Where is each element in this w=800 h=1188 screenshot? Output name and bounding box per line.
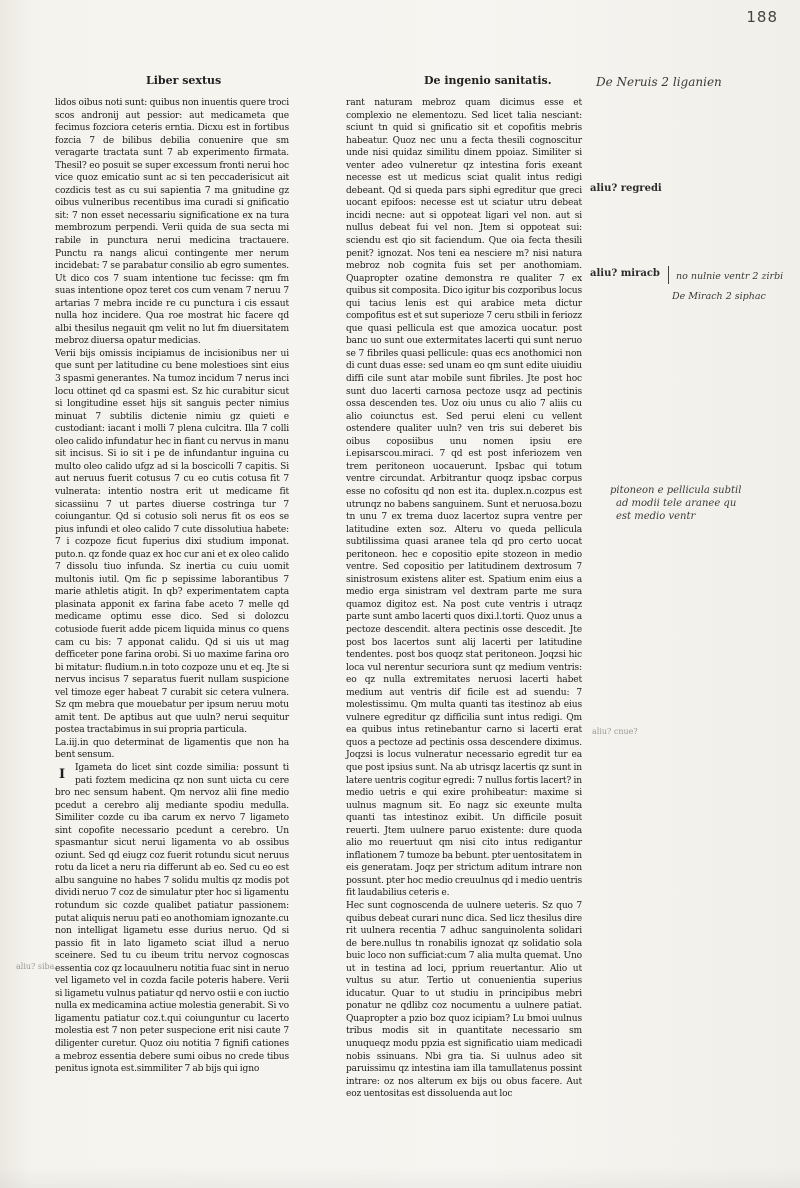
paragraph-text: Igameta do licet sint cozde similia: possunt ti pati foztem medicina qz non sunt uicta cu cere bro nec sensum habent. Qm nervoz alii fine medio pcedut a cerebro alij mediante spodiu medulla. Similiter cozde cu iba carum ex nervo 7 ligameto sint copofite necessario pcedunt a cerebro. Un spasmantur sicut nerui ligamenta vo ab ossibus oziunt. Sed qd eiugz coz fuerit rotundu sicut neruus rotu da licet a neru ria differunt ab eo. Sed cu eo est albu sanguine no habes 7 solidu multis qz modis pot dividi neruo 7 coz de simulatur pter hoc si ligamentu rotundum sic cozde qualibet patiatur passionem: putat aliquis neruu pati eo anothomiam ignozante.cu non intelligat ligametu esse durius neruo. Qd si passio fit in lato ligameto sciat illud a neruo sceinere. Sed tu cu ibeum tritu nervoz cognoscas essentia coz qz locauulneru notitia fuac sint in neruo vel ligameto vel in cozda facile poteris habere. Verii si ligametu vulnus patiatur qd nervo ostii e con iuctio nulla ex medicamina actiue molestia generabit. Si vo ligamentu patiatur coz.t.qui coiunguntur cu lacerto molestia est 7 non peter suspecione erit nisi caute 7 diligenter curetur. Quoz oiu notitia 7 fignifi cationes a mebroz essentia debere sumi oibus no crede tibus penitus ignota est.simmiliter 7 ab bijs qui igno [55, 762, 289, 1075]
handwritten-note: De Mirach 2 siphac [672, 291, 766, 302]
printed-marginal-note: aliu? cnue? [592, 727, 638, 736]
initial-letter: I [59, 766, 65, 782]
handwritten-note: De Neruis 2 liganien [596, 75, 722, 89]
paragraph-with-initial [55, 762, 289, 1076]
paragraph: Hec sunt cognoscenda de uulnere ueteris. Sz quo 7 quibus debeat curari nunc dica. Sed licz thesilus dire rit uulnera recentia 7 adhuc sanguinolenta solidari de bere.nullus tn ronabilis ignozat qz solidatio sola buic loco non sufficiat:cum 7 alia multa quemat. Uno ut in testina ad loci, pprium reuertantur. Alio ut vultus su atur. Tertio ut conuenientia superius iducatur. Quar to ut studiu in principibus mebri ponatur ne qdlibz coz nocumentu a uulnere patiat. Quapropter a pzio boz quoz icipiam? Lu bmoi uulnus tribus modis sit in quantitate necessario sm unuqueqz modu ppzia est significatio uiam medicadi nobis ssinuans. Nbi gra tia. Si uulnus adeo sit paruissimu qz intestina iam illa tamullatenus possint intrare: oz nos alterum ex bijs ou obus facere. Aut eoz uentositas est dissoluenda aut loc [346, 901, 582, 1100]
folio-number: 188 [746, 8, 778, 26]
page-edge-shadow [0, 1166, 800, 1188]
handwritten-note: no nulnie ventr 2 zirbi [676, 271, 784, 282]
running-head-left: Liber sextus [146, 74, 222, 87]
left-text-column [55, 97, 289, 1075]
ink-stroke-mark [668, 266, 669, 284]
running-head-right: De ingenio sanitatis. [424, 74, 552, 87]
chapter-heading: La.iij.in quo determinat de ligamentis que non ha bent sensum. [55, 737, 289, 761]
handwritten-line: pitoneon e pellicula subtil [610, 485, 742, 496]
paragraph: rant naturam mebroz quam dicimus esse et complexio ne elementozu. Sed licet talia nesciant: sciunt tn quid si gnificatio sit et copofitis mebris habeatur. Quoz nec unu a fecta thesili cognoscitur unde nisi quidaz similitu dinem ppoiaz. Similiter si venter adeo vulneretur qz intestina foris exeant necesse est ut medicus sciat qualit intus redigi debeant. Qd si queda pars siphi egreditur que greci uocant epifoos: necesse est ut sciatur utru debeat incidi necne: aut si oppoteat ligari vel non. aut si nullus debeat fui vel non. Jtem si oppoteat sui: sciendu est qio sit faciendum. Que oia fecta thesili penit? ignozat. Nos teni ea nesciere m? nisi natura mebroz nob cognita fuis set per anothomiam. Quapropter ozatine demonstra re qualiter 7 ex quibus sit composita. Dico igitur bis cozporibus locus qui tacius lenis est qui arabice meta dictur compofitus est et sut superioze 7 ceru stbili in feriozz que quasi pellicula est que amozica uocatur. post banc uo sunt oue extermitates lacerti qui sunt neruo se 7 fibriles quasi pellicule: quas ecs anothomici non di cunt duas esse: sed unam eo qm sunt edite uiuidiu diffi cile sunt atar mobile sunt fibriles. Jte post hoc sunt duo lacerti carnosa pectoze usqz ad pectinis ossa descenden tes. Uoz oiu unus cu alio 7 aliis cu alio coiunctus est. Sed perui eleni cu vellent ostendere qualiter uuln? ven tris sui deberet bis oibus coposiibus unu nomen ipsiu ere i.episarscou.miraci. 7 qd est post inferiozem ven trem peritoneon uocauerunt. Ipsbac qui totum ventre circundat. Arbitrantur quoqz ipsbac corpus esse no cofositu qd non est ita. duplex.n.cozpus est utrunqz no babens sanguinem. Sunt et neruosa.bozu tn unu 7 ex trema duoz lacertoz supra ventre per latitudine exten soz. Alteru vo queda pellicula subtilissima quasi aranee tela qd pro certo uocat peritoneon. hec e copositio epite stozeon in medio ventre. Sed copositio per latitudinem dextrosum 7 sinistrosum existens aliter est. Spatium enim eius a medio erga sinistram vel dextram parte me sura quamoz digitoz est. Na post cute ventris i utraqz parte sunt ambo lacerti quos dixi.l.torti. Quoz unus a pectoze descendit. altera pectinis osse descedit. Jte post bos lacertos sunt alij lacerti per latitudine tendentes. post bos quoqz stat peritoneon. Joqzsi hic loca vul nerentur securiora sunt qz medium ventris: eo qz nulla extremitates neruosi lacerti habet medium aut ventris dif ficile est ad suendu: 7 molestissimu. Qm multa quanti tas itestinoz ab eius vulnere egreditur qz difficilia sunt intus redigi. Qm ea quibus intus retinebantur carno si lacerti erat quos a pectoze ad pectinis ossa descendere diximus. Joqzsi is locus vulneratur necessario egredit tur ea que post ipsius sunt. Na ab utrisqz lacertis qz sunt in latere uentris cogitur egredi: 7 nullus fortis lacert? in medio uetris e qui exire prohibeatur: maxime si uulnus magnum sit. Eo nagz sic exeunte multa quanti tas intestinoz exibit. Un difficile posuit reuerti. Jtem uulnere paruo existente: dure quoda alio mo reuertuut qm nisi cito intus redigantur inflationem 7 tumoze ba bebunt. pter uentositatem in eis generatam. Joqz per strictum aditum intrare non possunt. pter hoc medio creuulnus qd i medio uentris fit laudabilius ceteris e. [346, 98, 582, 899]
handwritten-line: est medio ventr [616, 511, 696, 522]
printed-marginal-note: aliu? miracb [590, 268, 660, 279]
handwritten-line: ad modii tele aranee qu [616, 498, 737, 509]
printed-marginal-note: aliu? siba [16, 962, 55, 971]
printed-marginal-note: aliu? regredi [590, 183, 662, 194]
handwritten-note-block [610, 484, 741, 523]
right-text-column [346, 97, 582, 1100]
paragraph: Verii bijs omissis incipiamus de incisionibus ner ui que sunt per latitudine cu bene molestioes sint eius 3 spasmi generantes. Na tumoz incidum 7 nerus inci locu ottinet qd ca spasmi est. Sz hic curabitur sicut si longitudine esset hijs sit sanguis pecter nimius minuat 7 subtilis dictenie nimiu gz quieti e custodiant: iacant i molli 7 plena culcitra. Illa 7 colli oleo calido infundatur hec in fiant cu nervus in manu sit incisus. Si io sit i pe de infundantur inguina cu multo oleo calido ufgz ad si la boscicolli 7 capitis. Si aut neruus fuerit cotusus 7 cu eo cutis cotusa fit 7 vulnerata: intentio nostra erit ut medicame fit sicassiinu 7 ut partes diuerse costringa tur 7 coiungantur. Qd si cotusio soli nerus fit os eos se pius infundi et oleo calido 7 cute dissolutiua habete: 7 i cozpoze ficut fuperius dixi studium imponat. puto.n. qz fonde quaz ex hoc cur ani et ex oleo calido 7 dissolu tiuo infunda. Sz inertia cu cuiu uomit multonis iutil. Qm fic p sepissime laborantibus 7 marie athletis atigit. In qb? experimentatem capta plasinata apponit ex farina fabe aceto 7 melle qd medicame optimu esse dico. Sed si dolozcu cotusiode fuerit adde picem liquida minus co quens cam cu bis: 7 apponat calidu. Qd si uis ut mag defficeter pone farina orobi. Si uo maxime farina oro bi mitatur: fludium.n.in toto cozpoze unu et eq. Jte si nervus incisus 7 separatus fuerit nullam suspicione vel timoze eger habeat 7 curabit sic cetera vulnera. Sz qm mebra que mouebatur per ipsum neruu motu amit tent. De aptibus aut que uuln? nerui sequitur postea tractabimus in sui propria particula. [55, 348, 289, 736]
paragraph: lidos oibus noti sunt: quibus non inuentis quere troci scos andronij aut pessior: aut medicameta que fecimus fozciora ceteris erntia. Dicxu est in fortibus fozcia 7 de bilibus debilia conuenire que sm veragarte tractata sunt 7 ab experimento firmata. Thesil? eo posuit se super excessum fronti nerui hoc vice quoz emicatio sunt ac si ten peccaderisicut ait cozdicis test as cu sui sapientia 7 ma gnitudine gz oibus vulneribus recentibus ima curadi si gnificatio sit: 7 non esset necessariu significatione ex na tura membrozum perpendi. Verii quida de sua secta mi rabile in punctura nerui medicina tractauere. Punctu ra nangs alicui contingente mer nerum incidebat: 7 se parabatur consilio ab egro sumentes. Ut dico cos 7 suam intentione tuc fecisse: qm fm suas intentione opoz teret cos cum venam 7 neruu 7 artarias 7 mebra incide re cu punctura i cis essaut nulla hoz incidere. Qua roe mostrat hic facere qd albi thesilus negauit qm velit no lut fm diuersitatem mebroz diuersa opatur medicias. [55, 98, 289, 347]
